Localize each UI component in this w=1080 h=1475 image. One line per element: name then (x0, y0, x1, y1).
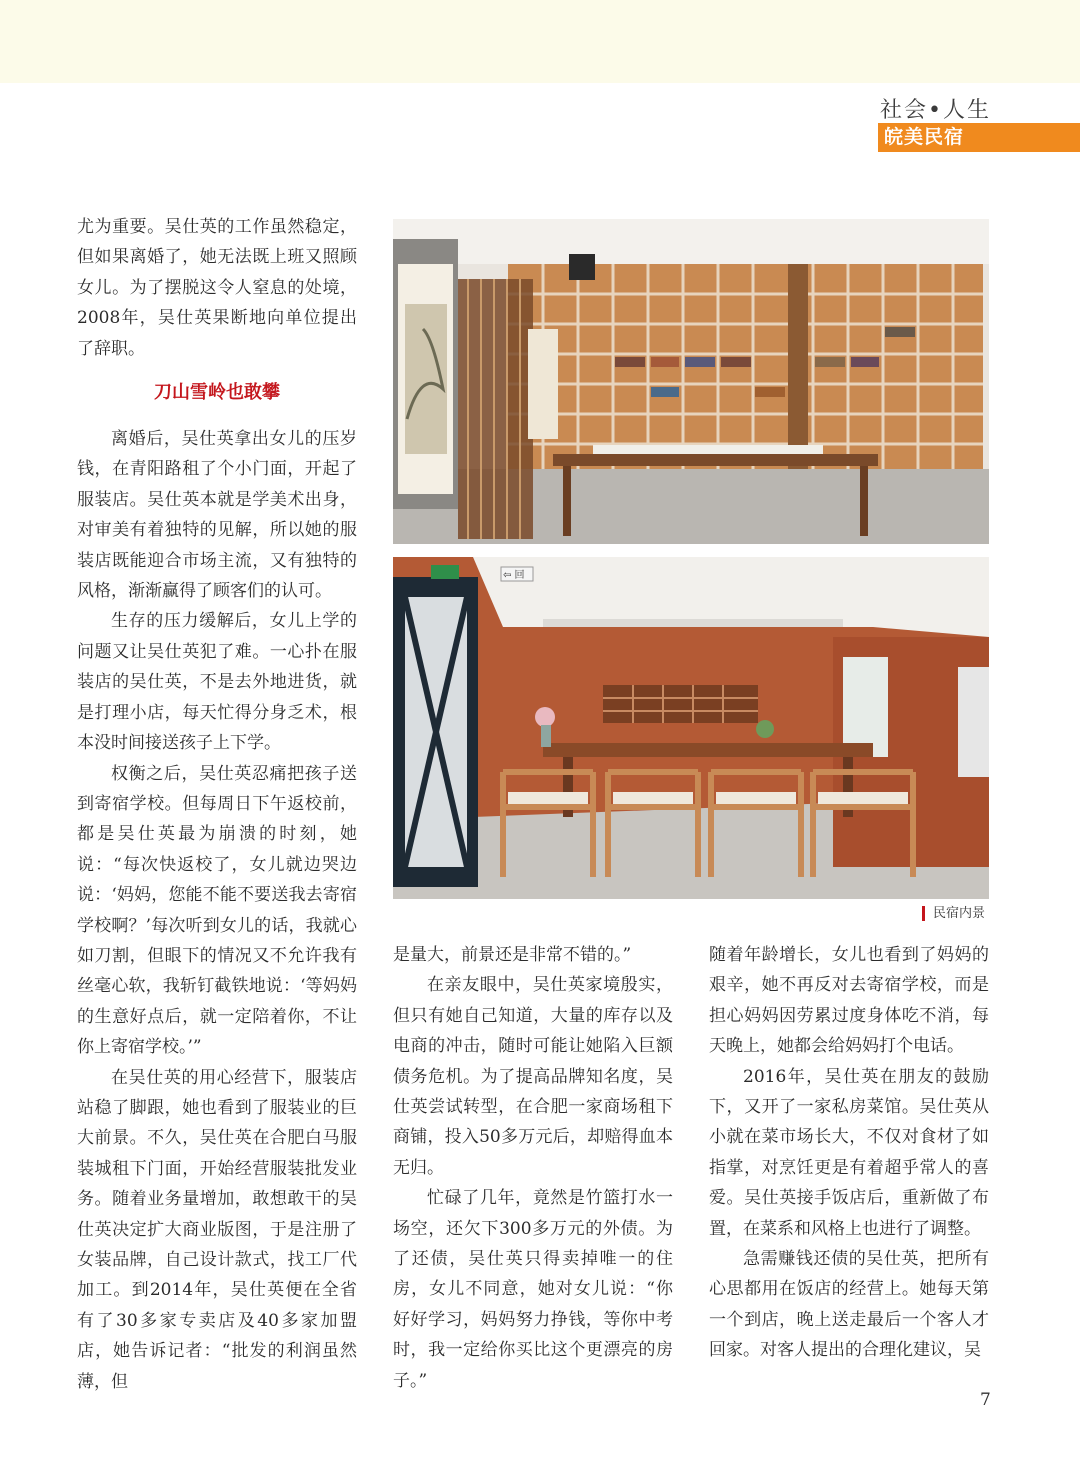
paragraph: 尤为重要。吴仕英的工作虽然稳定，但如果离婚了，她无法既上班又照顾女儿。为了摆脱这令人窒息的处境，2008年，吴仕英果断地向单位提出了辞职。 (77, 217, 357, 359)
library-photo (393, 219, 989, 544)
paragraph: 生存的压力缓解后，女儿上学的问题又让吴仕英犯了难。一心扑在服装店的吴仕英，不是去外地进货，就是打理小店，每天忙得分身乏术，根本没时间接送孩子上下学。 (77, 611, 357, 754)
paragraph: 随着年龄增长，女儿也看到了妈妈的艰辛，她不再反对去寄宿学校，而是担心妈妈因劳累过度身体吃不消，每天晚上，她都会给妈妈打个电话。 (709, 945, 989, 1057)
paragraph: 忙碌了几年，竟然是竹篮打水一场空，还欠下300多万元的外债。为了还债，吴仕英只得卖掉唯一的住房，女儿不同意，她对女儿说：“你好好学习，妈妈努力挣钱，等你中考时，我一定给你买比这个更漂亮的房子。” (393, 1188, 673, 1391)
paragraph: 2016年，吴仕英在朋友的鼓励下，又开了一家私房菜馆。吴仕英从小就在菜市场长大，不仅对食材了如指掌，对烹饪更是有着超乎常人的喜爱。吴仕英接手饭店后，重新做了布置，在菜系和风格上也进行了调整。 (709, 1066, 989, 1239)
paragraph: 在亲友眼中，吴仕英家境殷实，但只有她自己知道，大量的库存以及电商的冲击，随时可能让她陷入巨额债务危机。为了提高品牌知名度，吴仕英尝试转型，在合肥一家商场租下商铺，投入50多万元后，却赔得血本无归。 (393, 975, 673, 1178)
article-column-1 (77, 212, 357, 1397)
paragraph: 离婚后，吴仕英拿出女儿的压岁钱，在青阳路租了个小门面，开起了服装店。吴仕英本就是学美术出身，对审美有着独特的见解，所以她的服装店既能迎合市场主流，又有独特的风格，渐渐赢得了顾客们的认可。 (77, 429, 357, 602)
paragraph: 在吴仕英的用心经营下，服装店站稳了脚跟，她也看到了服装业的巨大前景。不久，吴仕英在合肥白马服装城租下门面，开始经营服装批发业务。随着业务量增加，敢想敢干的吴仕英决定扩大商业版图，于是注册了女装品牌，自己设计款式，找工厂代加工。到2014年，吴仕英便在全省有了30多家专卖店及40多家加盟店，她告诉记者：“批发的利润虽然薄，但 (77, 1067, 357, 1392)
paragraph: 是量大，前景还是非常不错的。” (393, 945, 632, 965)
page-number: 7 (980, 1390, 991, 1410)
article-column-3 (709, 940, 989, 1366)
exit-sign: ⇦ 回 (503, 570, 525, 581)
paragraph: 权衡之后，吴仕英忍痛把孩子送到寄宿学校。但每周日下午返校前，都是吴仕英最为崩溃的时刻，她说：“每次快返校了，女儿就边哭边说：‘妈妈，您能不能不要送我去寄宿学校啊？’每次听到女儿的话，我就心如刀割，但眼下的情况又不允许我有丝毫心软，我斩钉截铁地说：‘等妈妈的生意好点后，就一定陪着你，不让你上寄宿学校。’” (77, 763, 357, 1058)
top-band (0, 0, 1080, 83)
photo-caption: 民宿内景 (922, 906, 985, 921)
tea-room-photo (393, 557, 989, 899)
column-label: 皖美民宿 (878, 123, 1080, 152)
paragraph: 急需赚钱还债的吴仕英，把所有心思都用在饭店的经营上。她每天第一个到店，晚上送走最后一个客人才回家。对客人提出的合理化建议，吴 (709, 1249, 989, 1361)
section-title: 社会•人生 (880, 98, 991, 123)
subheading: 刀山雪岭也敢攀 (154, 382, 280, 404)
article-column-2 (393, 940, 673, 1396)
